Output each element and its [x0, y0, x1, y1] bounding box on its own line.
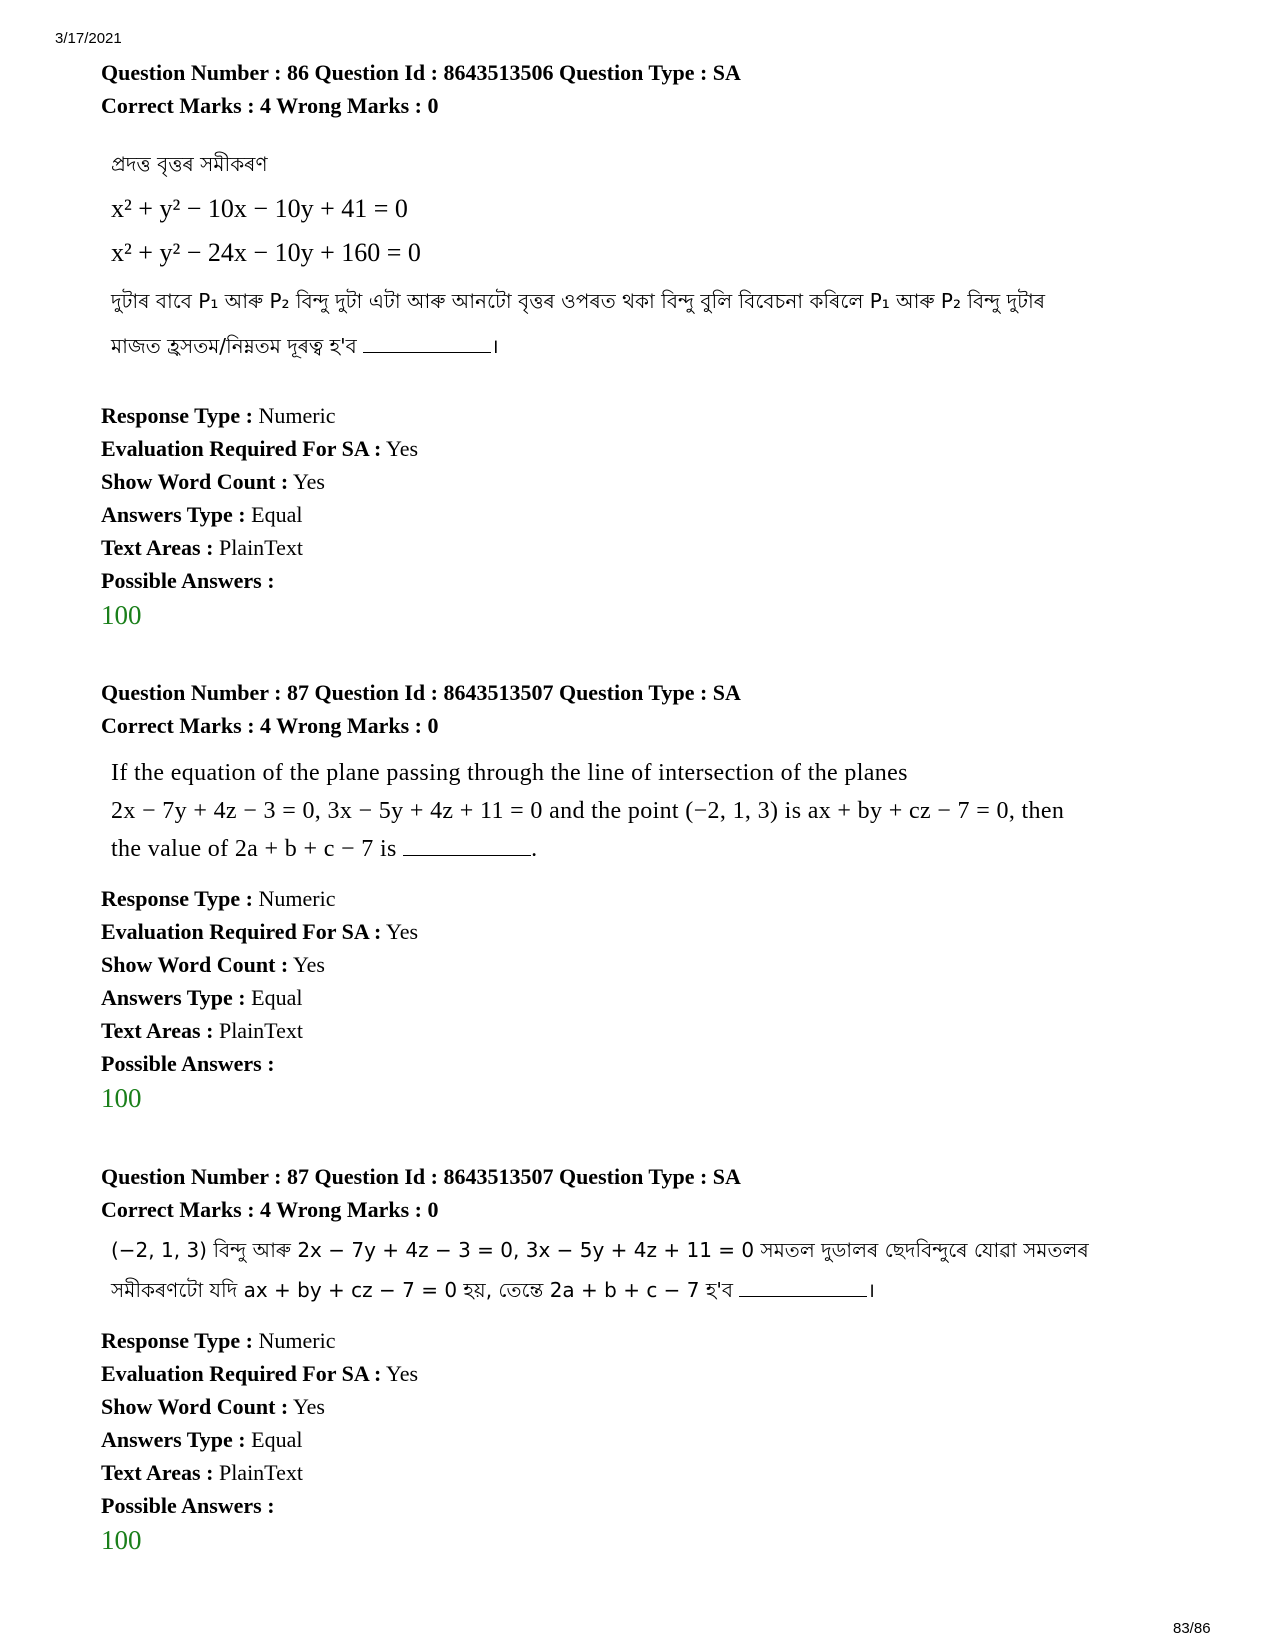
- text-areas: [101, 1014, 1201, 1047]
- label: Show Word Count :: [101, 952, 289, 977]
- marks-header: Correct Marks : 4 Wrong Marks : 0: [101, 93, 439, 118]
- possible-answers: [101, 1489, 1201, 1522]
- answers-type: [101, 1423, 1201, 1456]
- question-line: 2x − 7y + 4z − 3 = 0, 3x − 5y + 4z + 11 = 0 and the point (−2, 1, 3) is ax + by + cz − 7 = 0, then: [111, 798, 1065, 824]
- label: Response Type :: [101, 403, 253, 428]
- answer-blank: [739, 1276, 867, 1297]
- value: Numeric: [258, 403, 336, 428]
- question-text: [111, 142, 1201, 369]
- value: PlainText: [218, 1460, 303, 1485]
- question-line: [111, 324, 1201, 369]
- line-end: ।: [867, 1278, 875, 1302]
- show-word-count: [101, 465, 1201, 498]
- question-line-text: মাজত হ্ৰসতম/নিম্নতম দূৰত্ব হ'ব: [111, 334, 357, 358]
- text-areas: [101, 1456, 1201, 1489]
- answers-type: [101, 981, 1201, 1014]
- equation: x² + y² − 24x − 10y + 160 = 0: [111, 238, 421, 267]
- label: Answers Type :: [101, 1427, 246, 1452]
- value: Numeric: [258, 886, 336, 911]
- question-line: [111, 1270, 1201, 1310]
- value: Equal: [251, 502, 303, 527]
- question-line-text: the value of 2a + b + c − 7 is: [111, 836, 397, 862]
- value: Equal: [251, 985, 303, 1010]
- value: Yes: [386, 919, 419, 944]
- equation: x² + y² − 10x − 10y + 41 = 0: [111, 194, 408, 223]
- evaluation-required: [101, 1357, 1201, 1390]
- possible-answers: [101, 564, 1201, 597]
- value: Yes: [292, 1394, 325, 1419]
- value: PlainText: [218, 535, 303, 560]
- evaluation-required: [101, 432, 1201, 465]
- show-word-count: [101, 948, 1201, 981]
- label: Response Type :: [101, 886, 253, 911]
- value: Yes: [292, 469, 325, 494]
- answer-blank: [403, 835, 531, 856]
- question-line-text: সমীকৰণটো যদি ax + by + cz − 7 = 0 হয়, তেন্তে 2a + b + c − 7 হ'ব: [111, 1278, 734, 1302]
- question-line: প্ৰদত্ত বৃত্তৰ সমীকৰণ: [111, 152, 268, 176]
- value: Numeric: [258, 1328, 336, 1353]
- text-areas: [101, 531, 1201, 564]
- question-line: দুটাৰ বাবে P₁ আৰু P₂ বিন্দু দুটা এটা আৰু আনটো বৃত্তৰ ওপৰত থকা বিন্দু বুলি বিবেচনা কৰিলে P₁ আৰু P₂ বিন্দু দুটাৰ: [111, 289, 1046, 313]
- label: Response Type :: [101, 1328, 253, 1353]
- label: Answers Type :: [101, 985, 246, 1010]
- possible-answer-value: 100: [101, 600, 142, 630]
- response-type: [101, 399, 1201, 432]
- line-end: ।: [491, 334, 499, 358]
- show-word-count: [101, 1390, 1201, 1423]
- possible-answers: [101, 1047, 1201, 1080]
- value: PlainText: [218, 1018, 303, 1043]
- question-header: Question Number : 87 Question Id : 8643513507 Question Type : SA: [101, 1164, 741, 1189]
- possible-answer-value: 100: [101, 1083, 142, 1113]
- response-type: [101, 882, 1201, 915]
- label: Text Areas :: [101, 1460, 214, 1485]
- print-date: 3/17/2021: [55, 30, 122, 47]
- question-line: [111, 830, 1201, 868]
- label: Possible Answers :: [101, 1051, 275, 1076]
- question-text: [111, 754, 1201, 868]
- question-header: Question Number : 86 Question Id : 8643513506 Question Type : SA: [101, 60, 741, 85]
- label: Text Areas :: [101, 1018, 214, 1043]
- evaluation-required: [101, 915, 1201, 948]
- label: Show Word Count :: [101, 1394, 289, 1419]
- label: Answers Type :: [101, 502, 246, 527]
- possible-answer-value: 100: [101, 1525, 142, 1555]
- page-number: 83/86: [1173, 1620, 1211, 1637]
- response-type: [101, 1324, 1201, 1357]
- question-87-as: [101, 1160, 1201, 1558]
- label: Show Word Count :: [101, 469, 289, 494]
- label: Possible Answers :: [101, 568, 275, 593]
- value: Yes: [292, 952, 325, 977]
- question-header: Question Number : 87 Question Id : 8643513507 Question Type : SA: [101, 680, 741, 705]
- answer-blank: [363, 332, 491, 353]
- answers-type: [101, 498, 1201, 531]
- question-text: [111, 1230, 1201, 1310]
- value: Equal: [251, 1427, 303, 1452]
- value: Yes: [386, 436, 419, 461]
- question-87-en: [101, 676, 1201, 1116]
- label: Text Areas :: [101, 535, 214, 560]
- question-line: (−2, 1, 3) বিন্দু আৰু 2x − 7y + 4z − 3 = 0, 3x − 5y + 4z + 11 = 0 সমতল দুডালৰ ছেদবিন্দুৰে যোৱা সমতলৰ: [111, 1238, 1089, 1262]
- label: Evaluation Required For SA :: [101, 436, 382, 461]
- marks-header: Correct Marks : 4 Wrong Marks : 0: [101, 713, 439, 738]
- question-line: If the equation of the plane passing through the line of intersection of the planes: [111, 760, 908, 786]
- label: Evaluation Required For SA :: [101, 919, 382, 944]
- line-end: .: [531, 836, 538, 862]
- label: Possible Answers :: [101, 1493, 275, 1518]
- marks-header: Correct Marks : 4 Wrong Marks : 0: [101, 1197, 439, 1222]
- value: Yes: [386, 1361, 419, 1386]
- question-86: [101, 56, 1201, 633]
- label: Evaluation Required For SA :: [101, 1361, 382, 1386]
